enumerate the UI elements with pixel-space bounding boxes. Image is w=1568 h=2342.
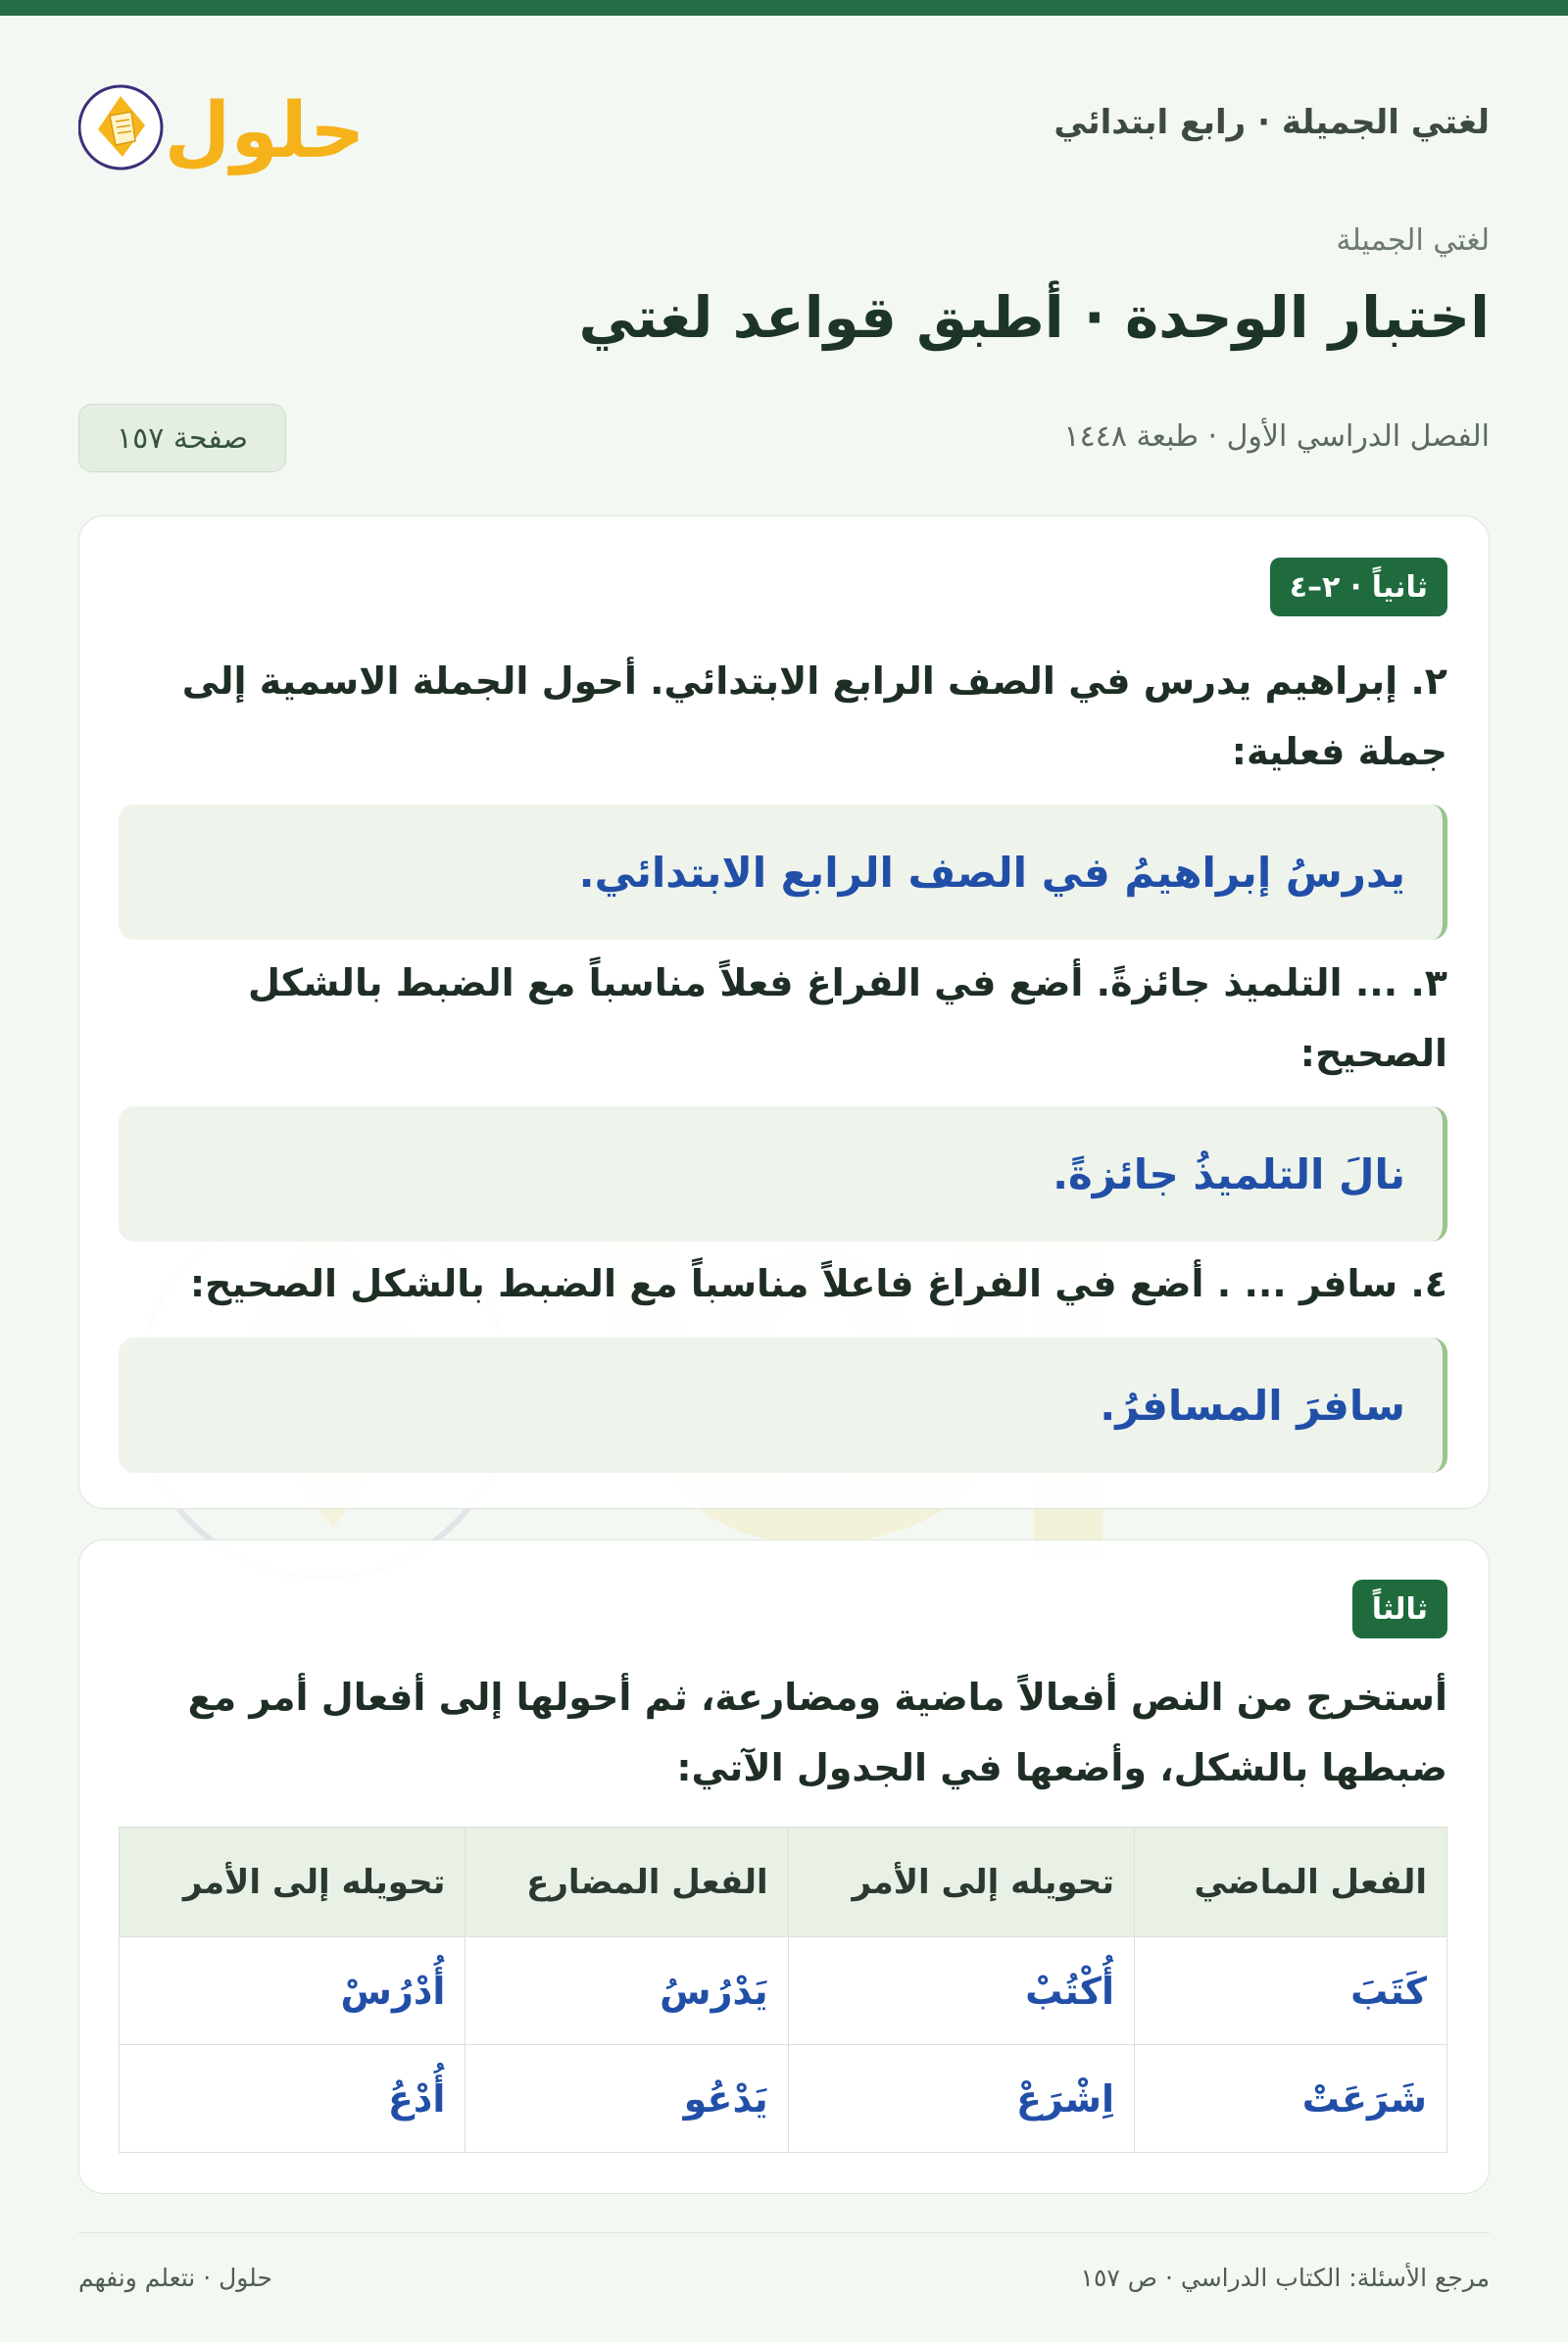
section-tag-third: ثالثاً xyxy=(1352,1580,1447,1638)
question-4: ٤. سافر ... . أضع في الفراغ فاعلاً مناسباً مع الضبط بالشكل الصحيح: xyxy=(189,1262,1447,1305)
footer-divider xyxy=(78,2232,1490,2233)
footer-brand[interactable]: حلول · نتعلم ونفهم xyxy=(78,2264,272,2292)
verbs-table xyxy=(119,1827,1447,2153)
header-title: لغتي الجميلة · رابع ابتدائي xyxy=(1054,103,1490,142)
svg-text:حلول: حلول xyxy=(164,87,366,175)
page-number-badge: صفحة ١٥٧ xyxy=(78,404,286,472)
section-card-third xyxy=(78,1539,1490,2194)
table-cell: كَتَبَ xyxy=(1135,1937,1447,2045)
question-3: ٣. ... التلميذ جائزةً. أضع في الفراغ فعلاً مناسباً مع الضبط بالشكل الصحيح: xyxy=(247,961,1447,1075)
table-row xyxy=(120,2045,1447,2153)
answer-3 xyxy=(119,1106,1447,1242)
hulul-logo[interactable] xyxy=(78,59,372,186)
page-title: اختبار الوحدة · أطبق قواعد لغتي xyxy=(578,284,1490,351)
header-past-verb: الفعل الماضي xyxy=(1135,1828,1447,1937)
table-cell: اِشْرَعْ xyxy=(788,2045,1134,2153)
answer-4 xyxy=(119,1338,1447,1473)
header-present-verb: الفعل المضارع xyxy=(466,1828,788,1937)
header-imperative-1: تحويله إلى الأمر xyxy=(788,1828,1134,1937)
page-header xyxy=(78,59,1490,186)
top-accent-bar xyxy=(0,0,1568,16)
breadcrumb: لغتي الجميلة xyxy=(1336,223,1490,258)
header-imperative-2: تحويله إلى الأمر xyxy=(120,1828,466,1937)
table-cell: أُدْرُسْ xyxy=(120,1937,466,2045)
question-2: ٢. إبراهيم يدرس في الصف الرابع الابتدائي. أحول الجملة الاسمية إلى جملة فعلية: xyxy=(181,659,1447,773)
answer-2-text: يدرسُ إبراهيمُ في الصف الرابع الابتدائي. xyxy=(578,848,1405,897)
answer-4-text: سافرَ المسافرُ. xyxy=(1100,1381,1405,1430)
answer-3-text: نالَ التلميذُ جائزةً. xyxy=(1053,1149,1405,1198)
table-cell: يَدْرُسُ xyxy=(466,1937,788,2045)
section-tag-second: ثانياً · ٢–٤ xyxy=(1270,558,1447,616)
table-cell: شَرَعَتْ xyxy=(1135,2045,1447,2153)
answer-2 xyxy=(119,805,1447,940)
table-cell: أُكْتُبْ xyxy=(788,1937,1134,2045)
logo-graphic-icon xyxy=(78,59,372,186)
question-third: أستخرج من النص أفعالاً ماضية ومضارعة، ثم أحولها إلى أفعال أمر مع ضبطها بالشكل، وأضعها في الجدول الآتي: xyxy=(187,1676,1447,1789)
edition-subtitle: الفصل الدراسي الأول · طبعة ١٤٤٨ xyxy=(1063,419,1490,454)
table-cell: أُدْعُ xyxy=(120,2045,466,2153)
table-row xyxy=(120,1937,1447,2045)
table-header-row xyxy=(120,1828,1447,1937)
table-cell: يَدْعُو xyxy=(466,2045,788,2153)
footer-reference: مرجع الأسئلة: الكتاب الدراسي · ص ١٥٧ xyxy=(1080,2264,1490,2292)
section-card-second xyxy=(78,515,1490,1509)
